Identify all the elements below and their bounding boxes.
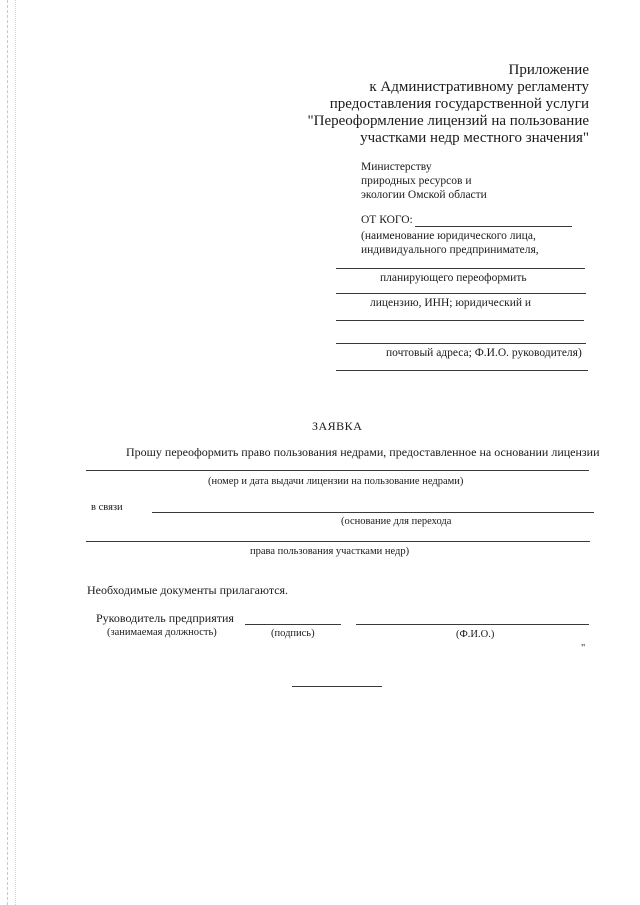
reason-label: в связи: [91, 502, 123, 513]
addressee-line: экологии Омской области: [361, 189, 487, 201]
reason-hint: права пользования участками недр): [250, 546, 410, 557]
sender-field-line[interactable]: [336, 268, 585, 269]
header-line: к Административному регламенту: [369, 79, 589, 95]
from-hint: индивидуального предпринимателя,: [361, 244, 539, 256]
sender-field-line[interactable]: [336, 293, 586, 294]
from-hint: планирующего переоформить: [380, 272, 527, 284]
full-name-field[interactable]: [356, 624, 589, 625]
from-hint: лицензию, ИНН; юридический и: [370, 297, 532, 309]
scan-edge-line: [7, 0, 8, 905]
addressee-line: природных ресурсов и: [361, 175, 472, 187]
application-title: ЗАЯВКА: [312, 419, 363, 433]
signature-hint: (подпись): [271, 628, 315, 639]
from-hint: почтовый адреса; Ф.И.О. руководителя): [386, 347, 582, 359]
documents-note: Необходимые документы прилагаются.: [87, 583, 289, 597]
header-line: предоставления государственной услуги: [329, 96, 589, 112]
reason-field-line[interactable]: [86, 541, 590, 542]
sender-name-field[interactable]: [415, 226, 572, 227]
header-line: участками недр местного значения": [360, 130, 589, 146]
reason-field[interactable]: [152, 512, 594, 513]
from-label: ОТ КОГО:: [361, 214, 413, 226]
sender-field-line[interactable]: [336, 343, 586, 344]
header-line: "Переоформление лицензий на пользование: [307, 113, 589, 129]
signature-label: Руководитель предприятия: [96, 611, 234, 625]
license-hint: (номер и дата выдачи лицензии на пользование недрами): [208, 476, 464, 487]
sender-field-line[interactable]: [336, 320, 584, 321]
signature-mark: ": [581, 643, 586, 654]
position-hint: (занимаемая должность): [107, 627, 217, 638]
closing-rule: [292, 686, 382, 687]
reason-hint: (основание для перехода: [341, 516, 452, 527]
scan-edge-line: [15, 0, 16, 905]
request-text: Прошу переоформить право пользования недрами, предоставленное на основании лицензии: [126, 445, 600, 459]
sender-field-line[interactable]: [336, 370, 588, 371]
full-name-hint: (Ф.И.О.): [456, 629, 495, 640]
header-line: Приложение: [508, 62, 589, 78]
addressee-line: Министерству: [361, 161, 432, 173]
signature-field[interactable]: [245, 624, 341, 625]
license-number-field[interactable]: [86, 470, 589, 471]
from-hint: (наименование юридического лица,: [361, 230, 536, 242]
